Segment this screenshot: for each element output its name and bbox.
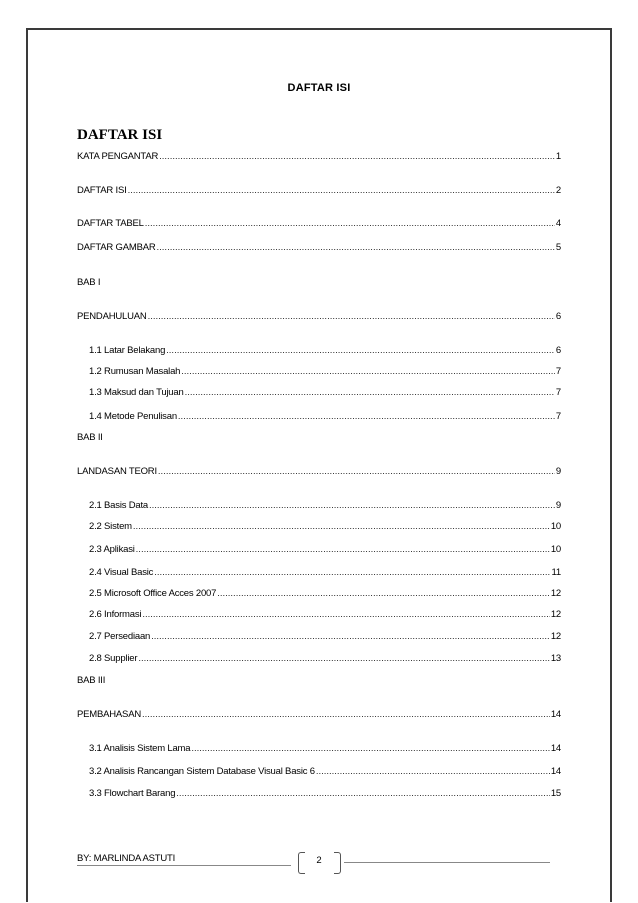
page-number-bracket-left [298,852,305,874]
toc-entry[interactable] [89,365,561,379]
toc-entry[interactable] [77,150,561,164]
toc-entry-page: 15 [550,788,561,799]
toc-heading: DAFTAR ISI [77,127,163,143]
footer-author: BY: MARLINDA ASTUTI [77,853,176,864]
toc-entry-label: 1.2 Rumusan Masalah [89,366,181,377]
toc-entry-label: 2.8 Supplier [89,653,138,664]
toc-entry-label: 2.1 Basis Data [89,500,148,511]
chapter-label: BAB III [77,675,106,686]
toc-entry[interactable] [89,608,561,622]
toc-entry[interactable] [77,465,561,479]
toc-entry[interactable] [89,652,561,666]
toc-entry[interactable] [89,386,561,400]
toc-entry-label: 3.2 Analisis Rancangan Sistem Database Visual Basic 6 [89,766,315,777]
toc-entry-label: DAFTAR ISI [77,185,127,196]
toc-entry-page: 10 [550,544,561,555]
toc-entry[interactable] [89,543,561,557]
toc-entry-page: 13 [550,653,561,664]
toc-entry[interactable] [77,708,561,722]
toc-entry-label: 2.4 Visual Basic [89,567,154,578]
toc-entry-label: 2.7 Persediaan [89,631,151,642]
toc-entry-page: 14 [550,766,561,777]
toc-entry-page: 9 [555,466,561,477]
toc-entry-page: 7 [555,411,561,422]
toc-entry-label: 3.1 Analisis Sistem Lama [89,743,191,754]
toc-entry-label: 1.3 Maksud dan Tujuan [89,387,184,398]
toc-entry[interactable] [89,566,561,580]
toc-entry-page: 12 [550,631,561,642]
toc-entry-page: 7 [555,387,561,398]
toc-entry-label: PENDAHULUAN [77,311,147,322]
toc-entry-label: LANDASAN TEORI [77,466,157,477]
toc-entry[interactable] [89,765,561,779]
chapter-label: BAB I [77,277,101,288]
toc-entry-page: 6 [555,345,561,356]
page-title: DAFTAR ISI [287,82,351,94]
chapter-label: BAB II [77,432,103,443]
toc-entry[interactable] [77,217,561,231]
toc-entry[interactable] [89,499,561,513]
toc-entry-page: 14 [550,743,561,754]
toc-entry-page: 9 [555,500,561,511]
toc-entry[interactable] [77,184,561,198]
toc-entry-label: 2.3 Aplikasi [89,544,135,555]
toc-entry-page: 12 [550,609,561,620]
toc-entry[interactable] [89,410,561,424]
toc-entry-page: 10 [550,521,561,532]
toc-entry[interactable] [89,630,561,644]
footer-rule [77,865,291,866]
toc-entry[interactable] [77,310,561,324]
toc-entry-label: KATA PENGANTAR [77,151,159,162]
toc-entry-page: 12 [550,588,561,599]
page-number: 2 [316,855,322,866]
toc-entry[interactable] [89,344,561,358]
toc-entry-label: 2.6 Informasi [89,609,142,620]
toc-entry-label: 1.4 Metode Penulisan [89,411,177,422]
toc-entry[interactable] [77,241,561,255]
toc-entry[interactable] [89,742,561,756]
toc-entry[interactable] [89,520,561,534]
toc-entry-label: PEMBAHASAN [77,709,141,720]
toc-entry-page: 7 [555,366,561,377]
toc-entry-label: 2.2 Sistem [89,521,132,532]
toc-entry-page: 11 [551,567,561,578]
toc-entry-page: 2 [555,185,561,196]
toc-entry[interactable] [89,787,561,801]
toc-entry-page: 1 [555,151,561,162]
footer-rule [344,862,550,863]
toc-entry-page: 14 [550,709,561,720]
toc-entry-label: DAFTAR GAMBAR [77,242,156,253]
page-number-bracket-right [334,852,341,874]
toc-entry-label: 1.1 Latar Belakang [89,345,166,356]
toc-entry-label: DAFTAR TABEL [77,218,144,229]
toc-entry-page: 6 [555,311,561,322]
toc-entry-label: 2.5 Microsoft Office Acces 2007 [89,588,217,599]
toc-entry-page: 5 [555,242,561,253]
toc-entry-label: 3.3 Flowchart Barang [89,788,176,799]
toc-entry-page: 4 [555,218,561,229]
toc-entry[interactable] [89,587,561,601]
